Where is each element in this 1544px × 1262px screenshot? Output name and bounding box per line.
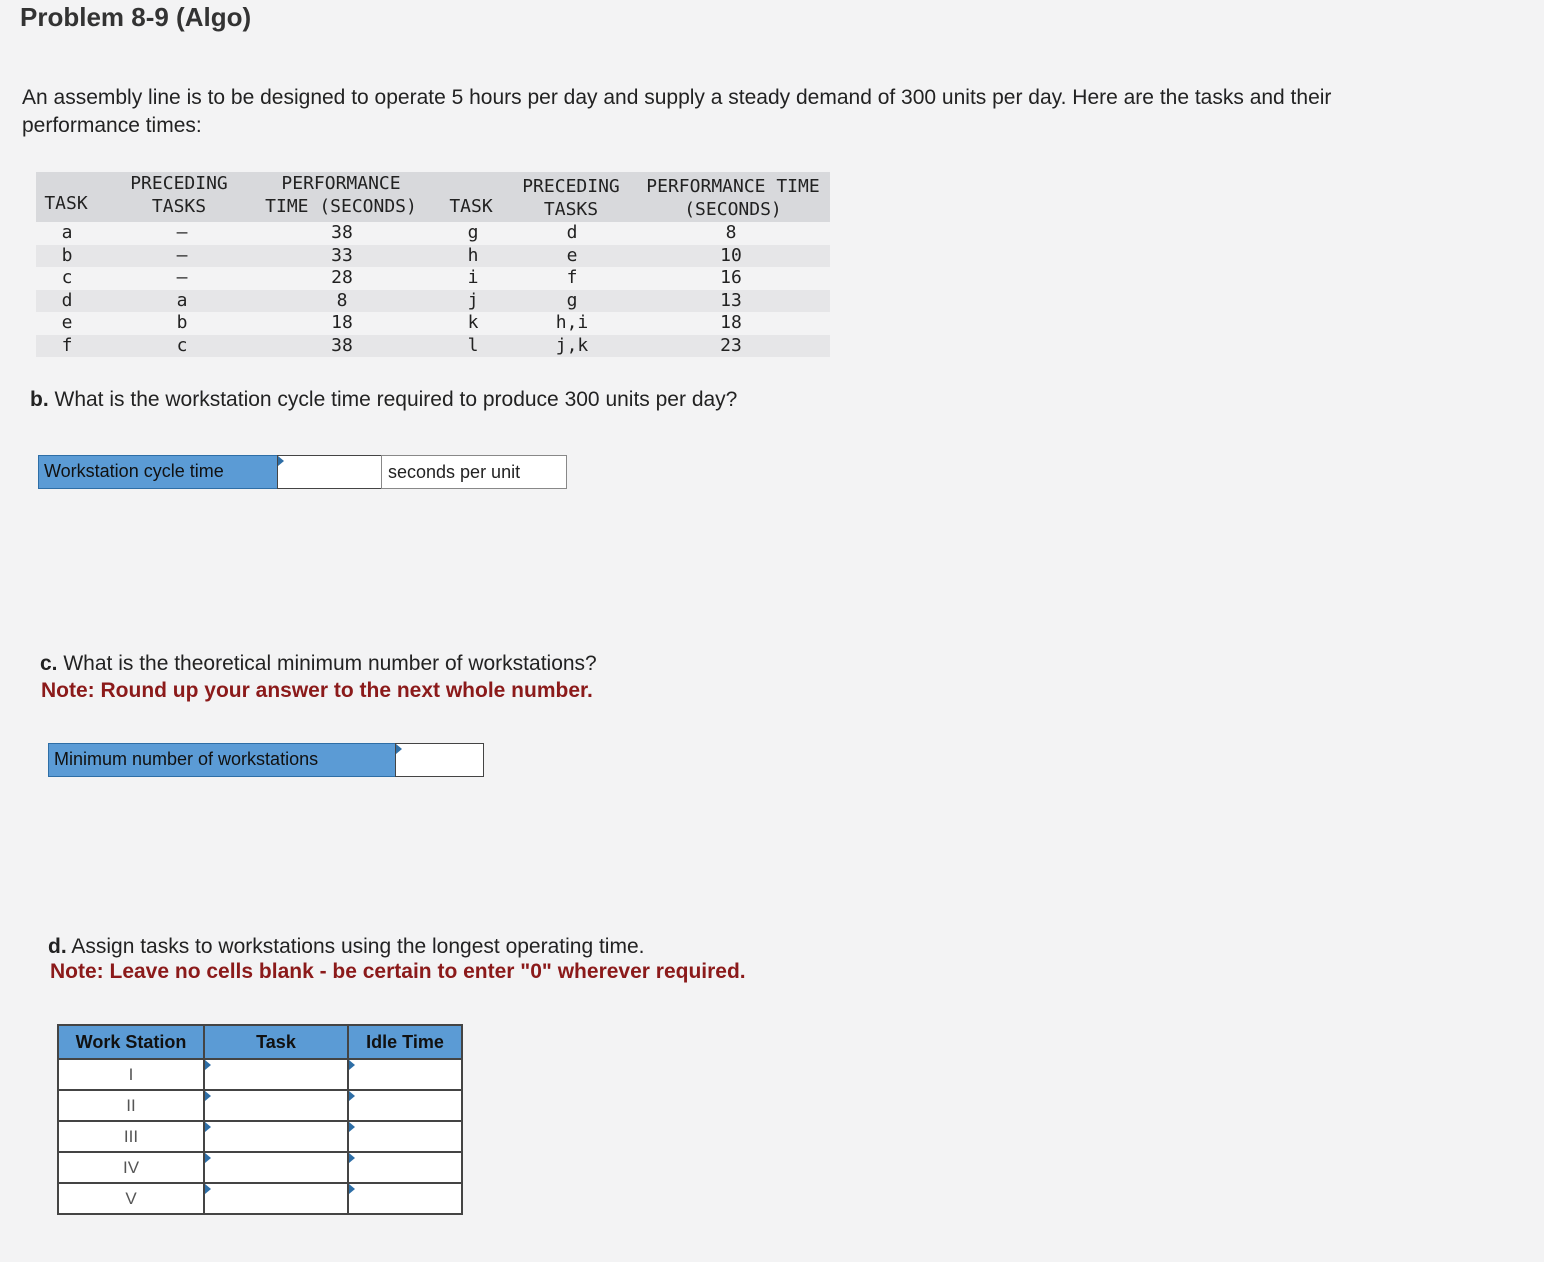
cell-time2: 16 [720, 267, 742, 288]
problem-intro: An assembly line is to be designed to operate 5 hours per day and supply a steady demand of 300 units per day. Here are the tasks and their performance times: [22, 86, 1332, 137]
table-row [36, 222, 830, 245]
min-workstations-input[interactable] [395, 743, 484, 777]
workstation-table [57, 1024, 463, 1215]
cell-time2: 23 [720, 334, 742, 356]
cell-preceding: b [176, 312, 188, 333]
task-input[interactable] [204, 1152, 348, 1183]
task-input[interactable] [204, 1090, 348, 1121]
cycle-time-label: Workstation cycle time [38, 455, 278, 489]
header-task: TASK [44, 193, 88, 214]
cell-task2: j [467, 289, 479, 311]
station-label: I [58, 1059, 204, 1090]
table-row [36, 245, 830, 268]
question-c [40, 650, 597, 677]
header-performance-b1: PERFORMANCE TIME [646, 176, 820, 197]
idle-time-input[interactable] [348, 1121, 462, 1152]
cell-task2: k [467, 312, 479, 333]
cell-preceding2: g [566, 289, 578, 311]
cell-time: 28 [331, 267, 353, 288]
header-task-b: TASK [449, 196, 493, 217]
header-preceding-1: PRECEDING [130, 173, 228, 194]
cell-preceding: — [176, 244, 188, 266]
question-d-note: Note: Leave no cells blank - be certain to enter "0" wherever required. [50, 960, 746, 983]
cell-task: f [61, 334, 73, 356]
station-label: V [58, 1183, 204, 1214]
table-row [36, 312, 830, 335]
table-row [58, 1090, 462, 1121]
task-table-header [36, 172, 830, 222]
cell-task: e [61, 312, 73, 333]
idle-time-input[interactable] [348, 1090, 462, 1121]
question-c-note: Note: Round up your answer to the next whole number. [41, 679, 593, 702]
cell-task2: h [467, 244, 479, 266]
page-title: Problem 8-9 (Algo) [20, 2, 252, 32]
cycle-time-input[interactable] [277, 455, 382, 489]
cell-preceding2: j,k [555, 334, 589, 356]
header-work-station: Work Station [58, 1025, 204, 1059]
cell-time: 8 [336, 289, 348, 311]
cell-time2: 13 [720, 289, 742, 311]
cell-preceding: a [176, 289, 188, 311]
cell-preceding2: h,i [555, 312, 589, 333]
task-table [36, 172, 830, 360]
header-preceding-b1: PRECEDING [522, 176, 620, 197]
table-row [36, 290, 830, 313]
header-performance-b2: (SECONDS) [684, 199, 782, 220]
cell-preceding2: e [566, 244, 578, 266]
cell-preceding2: d [566, 222, 578, 243]
header-preceding-2: TASKS [151, 196, 207, 217]
task-input[interactable] [204, 1183, 348, 1214]
cell-task2: i [467, 267, 479, 288]
cell-time: 18 [331, 312, 353, 333]
table-row [58, 1183, 462, 1214]
cell-task2: l [467, 334, 479, 356]
question-c-prefix: c. [40, 652, 58, 675]
cell-task: a [61, 222, 73, 243]
min-workstations-answer-row [48, 743, 484, 777]
cell-task2: g [467, 222, 479, 243]
question-d-text: Assign tasks to workstations using the longest operating time. [66, 935, 645, 958]
station-label: IV [58, 1152, 204, 1183]
cell-preceding: c [176, 334, 188, 356]
table-row [58, 1152, 462, 1183]
station-label: II [58, 1090, 204, 1121]
table-row [58, 1059, 462, 1090]
cell-time: 38 [331, 222, 353, 243]
task-input[interactable] [204, 1059, 348, 1090]
cell-time2: 8 [725, 222, 737, 243]
idle-time-input[interactable] [348, 1183, 462, 1214]
header-preceding-b2: TASKS [543, 199, 599, 220]
cell-task: c [61, 267, 73, 288]
cell-task: b [61, 244, 73, 266]
task-input[interactable] [204, 1121, 348, 1152]
cell-preceding: — [176, 267, 188, 288]
station-label: III [58, 1121, 204, 1152]
header-task: Task [204, 1025, 348, 1059]
cell-time: 33 [331, 244, 353, 266]
cell-time2: 18 [720, 312, 742, 333]
min-workstations-label: Minimum number of workstations [48, 743, 396, 777]
cycle-time-unit: seconds per unit [381, 455, 567, 489]
idle-time-input[interactable] [348, 1152, 462, 1183]
cell-preceding: — [176, 222, 188, 243]
cell-task: d [61, 289, 73, 311]
question-b-prefix: b. [30, 388, 49, 411]
table-row [58, 1121, 462, 1152]
question-d-prefix: d. [48, 935, 67, 958]
cell-preceding2: f [566, 267, 578, 288]
cell-time2: 10 [720, 244, 742, 266]
cell-time: 38 [331, 334, 353, 356]
header-performance-1: PERFORMANCE [281, 173, 401, 194]
question-b [30, 386, 737, 413]
question-c-text: What is the theoretical minimum number of workstations? [57, 652, 597, 675]
cycle-time-answer-row [38, 455, 568, 489]
table-row [36, 335, 830, 358]
question-d [48, 933, 644, 960]
question-b-text: What is the workstation cycle time required to produce 300 units per day? [48, 388, 738, 411]
header-idle-time: Idle Time [348, 1025, 462, 1059]
header-performance-2: TIME (SECONDS) [265, 196, 417, 217]
table-row [36, 267, 830, 290]
idle-time-input[interactable] [348, 1059, 462, 1090]
